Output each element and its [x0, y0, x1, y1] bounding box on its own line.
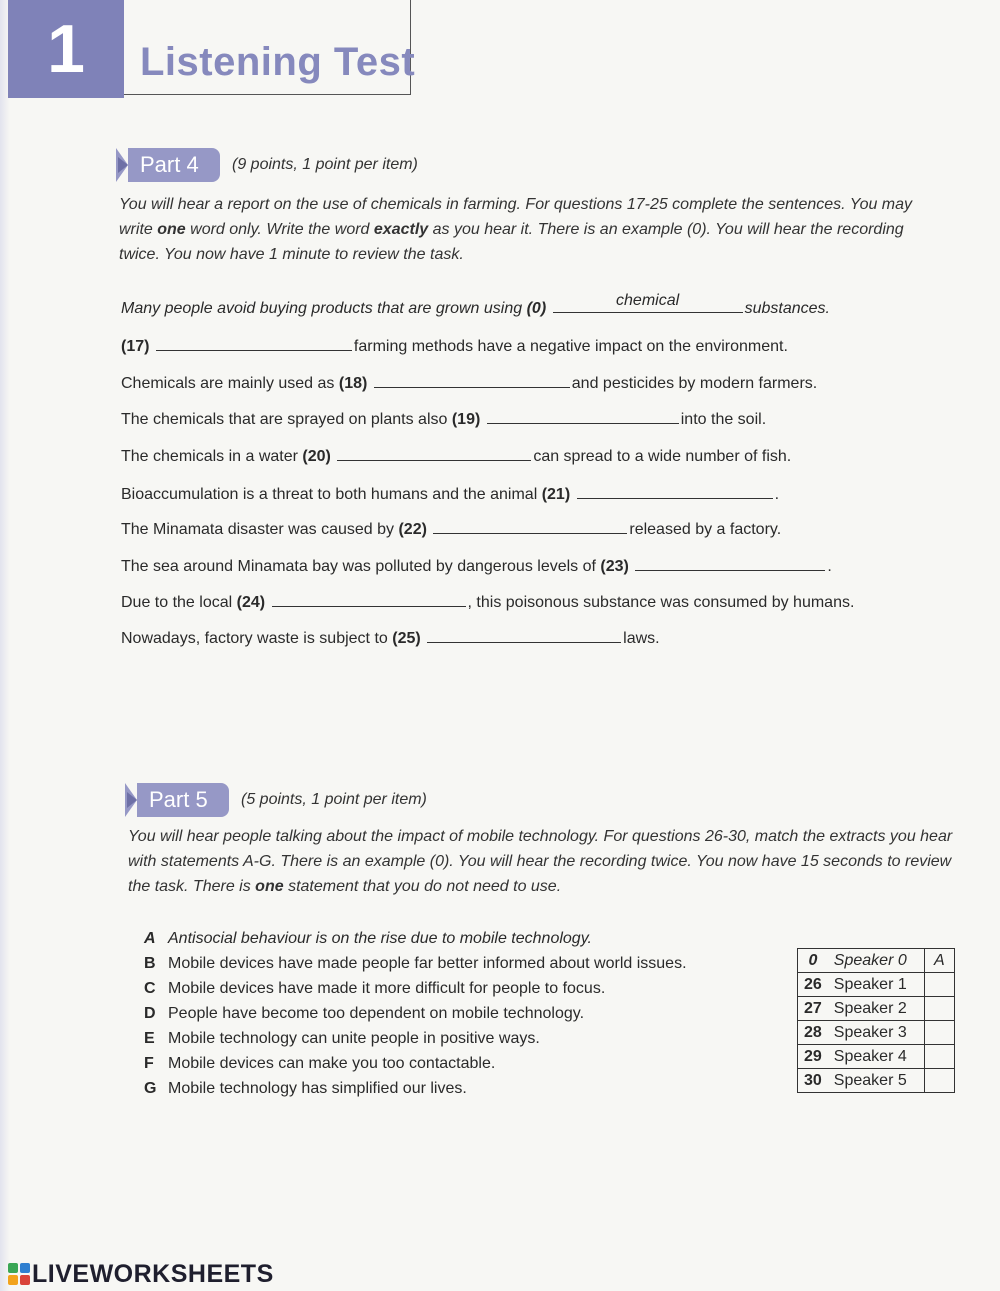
sentence-post: . — [827, 558, 832, 575]
sentence-post: farming methods have a negative impact on the environment. — [353, 338, 788, 355]
part5-label: Part 5 — [149, 787, 208, 812]
part5-arrow-icon — [127, 792, 137, 808]
table-row — [798, 1021, 955, 1045]
test-number: 1 — [8, 0, 124, 98]
answer-cell-26[interactable] — [924, 973, 954, 997]
sentence-pre: The sea around Minamata bay was polluted by dangerous levels of — [121, 558, 601, 575]
statement-g — [144, 1080, 467, 1098]
part4-heading — [116, 148, 516, 182]
sentence-post: laws. — [623, 630, 660, 647]
speaker-label: Speaker 5 — [828, 1069, 925, 1093]
sentence-post: into the soil. — [680, 411, 767, 428]
statement-text: People have become too dependent on mobile technology. — [168, 1005, 585, 1022]
question-number: (18) — [338, 375, 368, 392]
sentence-pre: Many people avoid buying products that are grown using — [121, 300, 527, 317]
sentence-pre: The Minamata disaster was caused by — [121, 521, 399, 538]
answer-blank-0 — [553, 294, 743, 313]
sentence-pre: Nowadays, factory waste is subject to — [121, 630, 393, 647]
row-number: 28 — [798, 1021, 828, 1045]
answer-blank-21[interactable] — [577, 480, 773, 499]
statement-a — [144, 930, 592, 948]
statement-letter: G — [144, 1080, 157, 1097]
question-number: (24) — [236, 594, 266, 611]
statement-letter: E — [144, 1030, 155, 1047]
page-spine-shadow — [0, 0, 10, 1291]
part4-instr-text-2: word only. Write the word — [185, 221, 374, 238]
part4-instr-bold-2: exactly — [373, 221, 429, 238]
answer-cell-28[interactable] — [924, 1021, 954, 1045]
sentence-20 — [121, 442, 791, 466]
speaker-label: Speaker 3 — [828, 1021, 925, 1045]
sentence-post: substances. — [744, 300, 830, 317]
statement-letter: B — [144, 955, 156, 972]
sentence-example — [121, 294, 830, 318]
speaker-label: Speaker 2 — [828, 997, 925, 1021]
part5-heading — [125, 783, 525, 817]
sentence-post: can spread to a wide number of fish. — [533, 448, 792, 465]
part5-instr-text-1: You will hear people talking about the impact of mobile technology. For questions 26-30, match the extracts you hear with statements A-G. There is an example (0). You will hear the recording twice. You now have 15 seconds to review the task. There is — [128, 828, 953, 895]
statement-letter: A — [144, 930, 156, 947]
question-number: (19) — [451, 411, 481, 428]
answer-blank-20[interactable] — [337, 442, 531, 461]
statement-letter: D — [144, 1005, 156, 1022]
sentence-17 — [121, 332, 788, 356]
part5-points: (5 points, 1 point per item) — [241, 791, 427, 808]
statement-f — [144, 1055, 495, 1073]
sentence-pre: Due to the local — [121, 594, 237, 611]
part4-instr-text-3: as you hear it. There is an example (0). You will hear the recording twice. You now have 1 minute to review the task. — [119, 221, 904, 263]
table-row — [798, 1069, 955, 1093]
sentence-post: . — [774, 486, 780, 503]
sentence-18 — [121, 369, 817, 393]
statement-c — [144, 980, 605, 998]
part4-points: (9 points, 1 point per item) — [232, 156, 418, 173]
answer-blank-19[interactable] — [487, 405, 679, 424]
sentence-24 — [121, 588, 854, 612]
answer-cell-29[interactable] — [924, 1045, 954, 1069]
sentence-post: released by a factory. — [629, 521, 782, 538]
example-answer: chemical — [616, 292, 680, 309]
sentence-post: and pesticides by modern farmers. — [571, 375, 818, 392]
question-number: (17) — [121, 338, 150, 355]
part5-instructions — [128, 824, 958, 899]
speaker-label: Speaker 1 — [828, 973, 925, 997]
statement-e — [144, 1030, 540, 1048]
sentence-25 — [121, 624, 660, 648]
row-number: 0 — [798, 949, 828, 973]
sentence-22 — [121, 515, 781, 539]
part4-instr-bold-1: one — [157, 221, 186, 238]
answer-blank-23[interactable] — [635, 552, 825, 571]
answer-blank-22[interactable] — [433, 515, 627, 534]
statement-letter: F — [144, 1055, 154, 1072]
sentence-21 — [121, 480, 779, 504]
answer-cell-30[interactable] — [924, 1069, 954, 1093]
statement-b — [144, 955, 687, 973]
question-number: (22) — [398, 521, 427, 538]
sentence-pre: The chemicals that are sprayed on plants also — [121, 411, 452, 428]
part5-instr-text-2: statement that you do not need to use. — [283, 878, 562, 895]
logo-grid-icon — [8, 1263, 30, 1285]
answer-blank-18[interactable] — [374, 369, 570, 388]
statement-text: Mobile devices can make you too contactable. — [168, 1055, 496, 1072]
table-row — [798, 1045, 955, 1069]
statement-text: Mobile technology can unite people in positive ways. — [168, 1030, 540, 1047]
sentence-23 — [121, 552, 832, 576]
row-number: 30 — [798, 1069, 828, 1093]
answer-blank-25[interactable] — [427, 624, 621, 643]
row-number: 27 — [798, 997, 828, 1021]
row-number: 26 — [798, 973, 828, 997]
question-number: (0) — [526, 300, 547, 317]
answer-blank-17[interactable] — [156, 332, 352, 351]
sentence-pre: Chemicals are mainly used as — [121, 375, 339, 392]
question-number: (23) — [600, 558, 629, 575]
statement-text: Mobile devices have made people far better informed about world issues. — [168, 955, 687, 972]
example-answer-cell: A — [924, 949, 954, 973]
sentence-post: , this poisonous substance was consumed by humans. — [467, 594, 855, 611]
answer-cell-27[interactable] — [924, 997, 954, 1021]
page-title: Listening Test — [140, 40, 416, 84]
statement-d — [144, 1005, 584, 1023]
statement-text: Mobile technology has simplified our lives. — [168, 1080, 467, 1097]
table-row — [798, 949, 955, 973]
statement-text: Antisocial behaviour is on the rise due to mobile technology. — [168, 930, 592, 947]
part5-instr-bold-1: one — [255, 878, 284, 895]
sentence-pre: The chemicals in a water — [121, 448, 303, 465]
statement-text: Mobile devices have made it more difficult for people to focus. — [168, 980, 606, 997]
part4-instructions — [119, 192, 949, 267]
sentence-19 — [121, 405, 766, 429]
row-number: 29 — [798, 1045, 828, 1069]
part4-label: Part 4 — [140, 152, 199, 177]
statement-letter: C — [144, 980, 156, 997]
table-row — [798, 973, 955, 997]
question-number: (20) — [302, 448, 331, 465]
logo-text: LIVEWORKSHEETS — [32, 1260, 274, 1288]
answer-blank-24[interactable] — [272, 588, 466, 607]
speaker-label: Speaker 0 — [828, 949, 925, 973]
speaker-label: Speaker 4 — [828, 1045, 925, 1069]
part4-arrow-icon — [118, 157, 128, 173]
question-number: (21) — [541, 486, 571, 503]
question-number: (25) — [392, 630, 421, 647]
part4-instr-text-1: You will hear a report on the use of chemicals in farming. For questions 17-25 complete the sentences. You may write — [119, 196, 913, 238]
table-row — [798, 997, 955, 1021]
answer-table — [797, 948, 955, 1093]
sentence-pre: Bioaccumulation is a threat to both humans and the animal — [121, 486, 542, 503]
